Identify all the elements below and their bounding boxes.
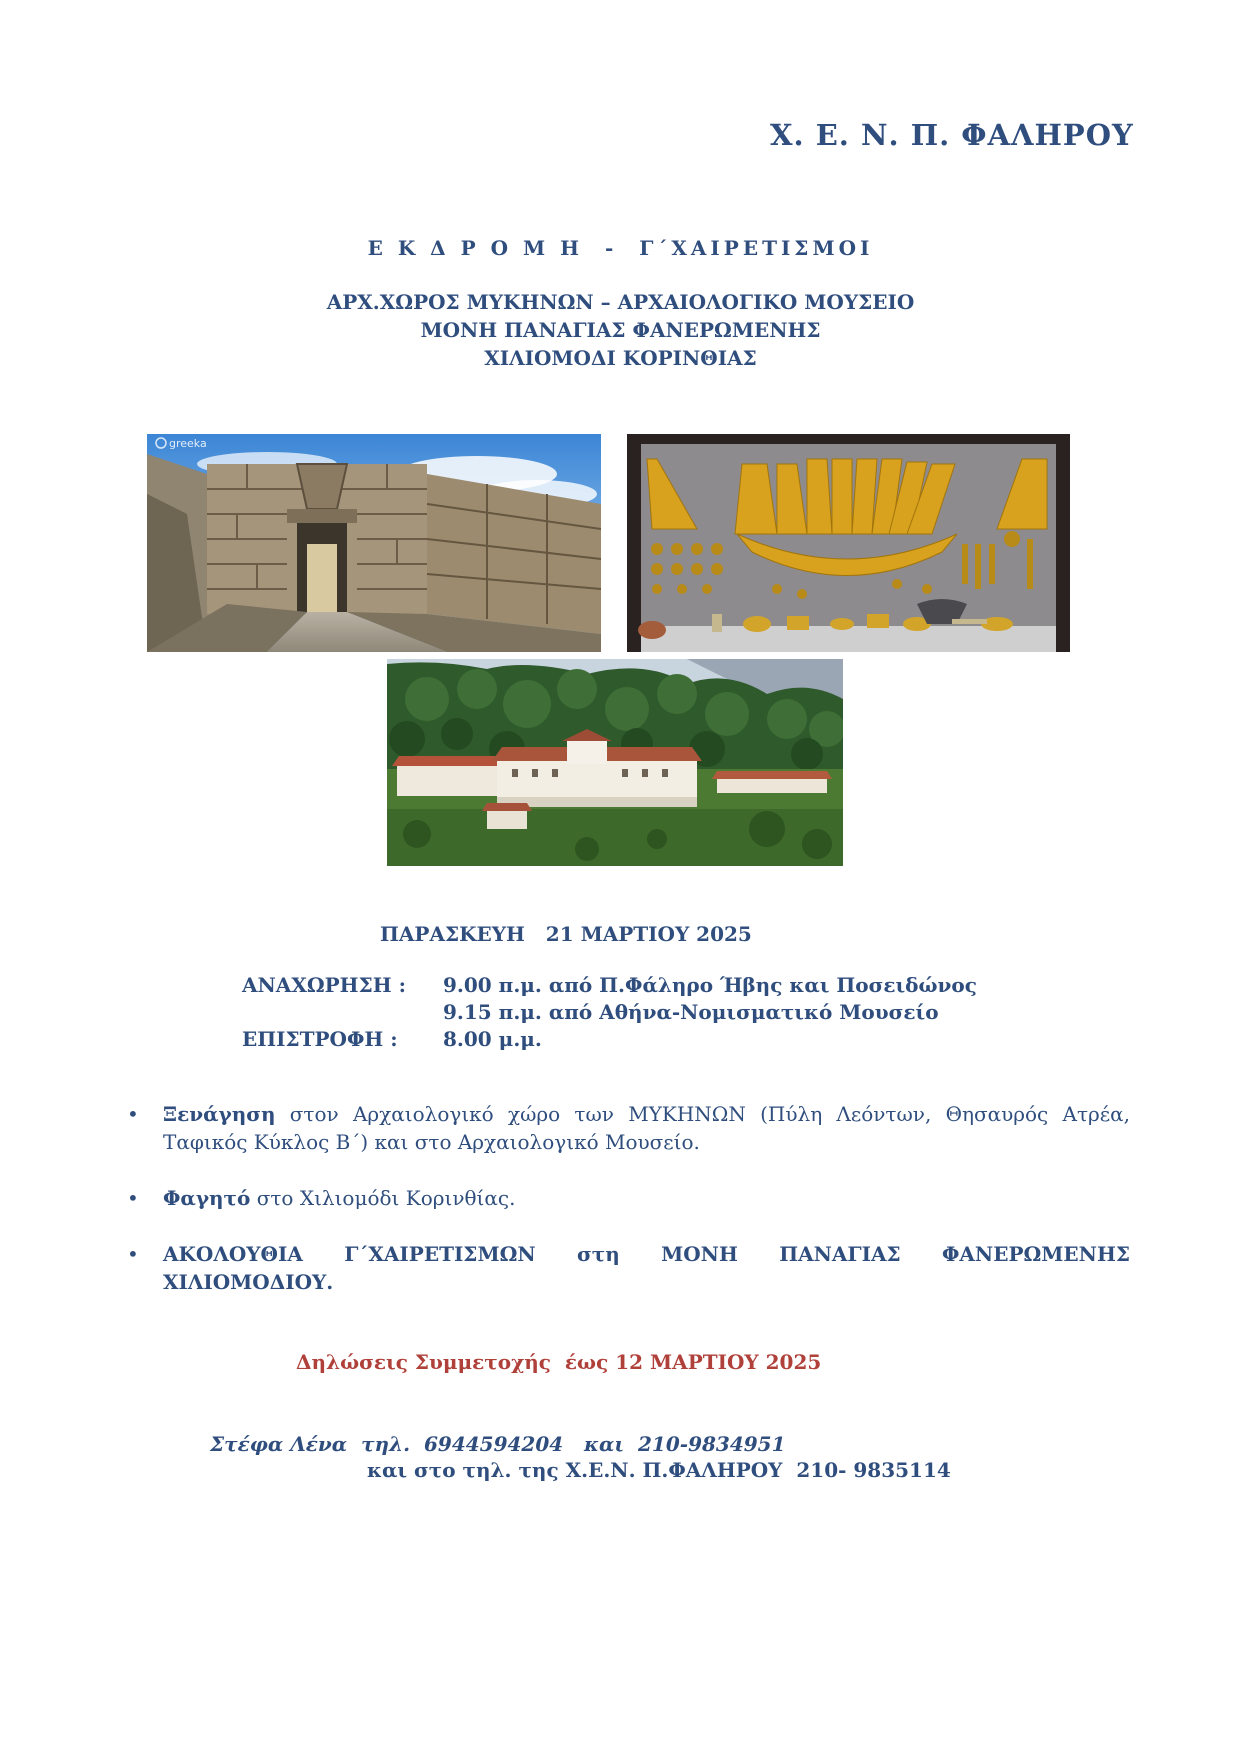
- photo-monastery: [387, 659, 843, 866]
- activity-text: στον Αρχαιολογικό χώρο των ΜΥΚΗΝΩΝ (Πύλη Λεόντων, Θησαυρός Ατρέα, Ταφικός Κύκλος Β΄) και στο Αρχαιολογικό Μουσείο.: [163, 1102, 1130, 1154]
- event-title: Ε Κ Δ Ρ Ο Μ Η - Γ΄ΧΑΙΡΕΤΙΣΜΟΙ: [367, 236, 874, 260]
- return-time: 8.00 μ.μ.: [443, 1027, 542, 1051]
- subtitle-line-1: ΑΡΧ.ΧΩΡΟΣ ΜΥΚΗΝΩΝ – ΑΡΧΑΙΟΛΟΓΙΚΟ ΜΟΥΣΕΙΟ: [326, 290, 915, 314]
- photo-lion-gate: [147, 434, 601, 652]
- list-item: [125, 1184, 1130, 1212]
- contact-line-1-text: Στέφα Λένα τηλ. 6944594204 και 210-9834951: [210, 1432, 786, 1456]
- trip-date: ΠΑΡΑΣΚΕΥΗ 21 ΜΑΡΤΙΟΥ 2025: [380, 922, 752, 946]
- activity-text: στο Χιλιομόδι Κορινθίας.: [250, 1186, 516, 1210]
- organization-name: Χ. Ε. Ν. Π. ΦΑΛΗΡΟΥ: [770, 118, 1134, 152]
- registration-deadline: Δηλώσεις Συμμετοχής έως 12 ΜΑΡΤΙΟΥ 2025: [296, 1350, 822, 1374]
- departure-label: ΑΝΑΧΩΡΗΣΗ :: [242, 973, 406, 997]
- activity-bold: Φαγητό: [163, 1186, 251, 1210]
- museum-gold-image: [627, 434, 1070, 652]
- photo-museum-gold: [627, 434, 1070, 652]
- activities-list: [125, 1100, 1130, 1324]
- subtitle-line-3: ΧΙΛΙΟΜΟΔΙ ΚΟΡΙΝΘΙΑΣ: [484, 346, 757, 370]
- lion-gate-image: [147, 434, 601, 652]
- departure-time-1: 9.00 π.μ. από Π.Φάληρο Ήβης και Ποσειδώνος: [443, 973, 977, 997]
- subtitle-line-2: ΜΟΝΗ ΠΑΝΑΓΙΑΣ ΦΑΝΕΡΩΜΕΝΗΣ: [420, 318, 821, 342]
- return-label: ΕΠΙΣΤΡΟΦΗ :: [242, 1027, 398, 1051]
- list-item: [125, 1240, 1130, 1296]
- departure-time-2: 9.15 π.μ. από Αθήνα-Νομισματικό Μουσείο: [443, 1000, 939, 1024]
- watermark-text: greeka: [169, 437, 207, 450]
- activity-bold: Ξενάγηση: [163, 1102, 276, 1126]
- activity-bold: ΑΚΟΛΟΥΘΙΑ Γ΄ΧΑΙΡΕΤΙΣΜΩΝ στη ΜΟΝΗ ΠΑΝΑΓΙΑΣ ΦΑΝΕΡΩΜΕΝΗΣ ΧΙΛΙΟΜΟΔΙΟΥ.: [163, 1242, 1130, 1294]
- monastery-image: [387, 659, 843, 866]
- contact-line-1: [210, 1432, 785, 1456]
- list-item: [125, 1100, 1130, 1156]
- contact-line-2: και στο τηλ. της Χ.Ε.Ν. Π.ΦΑΛΗΡΟΥ 210- 9835114: [367, 1458, 951, 1482]
